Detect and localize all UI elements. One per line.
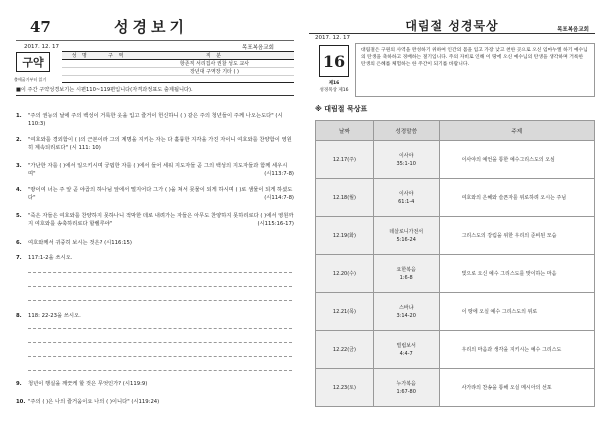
advent-introduction: 대림절은 구원의 사역을 완성하기 위하여 인간의 몸을 입고 가장 낮고 천한 곳으로 오신 임마누엘 하기 예수님의 탄생을 축하하고 경배하는 절기입니다. 주의 자비로 인해 이 땅에 오신 예수님의 탄생을 생각하며 거룩한 탄생의 은혜를 체험하는 한 주간이 되기를 바랍니다. [355,43,595,97]
issue-number: 47 [30,18,51,36]
name-cell[interactable] [62,60,98,68]
district-cell[interactable] [98,68,134,76]
issue-number-caption: 제16 [328,81,340,86]
position-options[interactable]: 항존직 서리집사 권찰 성도 교사 [135,60,294,68]
scripture-passage [373,179,439,217]
scripture-header: 성경말씀 [373,121,439,141]
answer-line[interactable] [28,356,292,357]
scripture-reference: (시115:16-17) [257,221,294,227]
day-theme: 우리의 마음과 생각을 지키시는 예수 그리스도 [439,331,594,369]
day-date: 12.18(월) [316,179,374,217]
weekly-notice: ■이 주간 구약성경보기는 시편110~119편입니다(자격과정표도 출제됩니다). [16,86,294,96]
day-date: 12.17(주) [316,141,374,179]
question-text: "죽은 자들은 여호와를 찬양하지 못하나니 적막한 데로 내려가는 자들은 아무도 찬양하지 못하리로다 ( )에서 영원까지 여호와를 송축하리로다 할렐루야" [28,213,294,227]
day-date: 12.20(수) [316,255,374,293]
answer-line[interactable] [28,370,292,371]
answer-line[interactable] [28,328,292,329]
info-row [62,68,294,76]
name-header: 성 명 [62,52,98,60]
church-name: 목포복음교회 [557,27,589,33]
scripture-passage [373,217,439,255]
quiz-title: 성경보기 [114,18,188,36]
day-theme: 그리스도의 강림을 위한 우리의 준비된 모습 [439,217,594,255]
scripture-passage [373,331,439,369]
scripture-passage [373,141,439,179]
position-cell[interactable] [135,76,294,83]
section-subtitle: 출애굽기부터 읽기 [14,77,47,82]
calendar-row [316,293,595,331]
question [16,162,294,178]
advent-page [309,6,595,420]
calendar-row [316,255,595,293]
quiz-date: 2017. 12. 17 [24,44,59,50]
scripture-book: 이사야 [398,152,414,159]
district-cell[interactable] [98,60,134,68]
position-header: 직 분 [135,52,294,60]
advent-date: 2017. 12. 17 [315,35,350,41]
issue-number-subcaption: 성경묵상 제16 [319,88,349,93]
question [16,239,294,247]
day-date: 12.21(목) [316,293,374,331]
day-theme: 이사야의 예언을 통한 예수그리스도의 오심 [439,141,594,179]
question-text: 118: 22-23을 쓰시오. [28,313,81,319]
question [16,112,294,128]
section-label: 구약 [16,52,50,72]
question [16,398,294,406]
answer-line[interactable] [28,286,292,287]
member-info-table [62,51,294,83]
scripture-reference: (시114:7-8) [264,195,294,201]
answer-line[interactable] [28,272,292,273]
question-number: 9. [16,381,22,387]
answer-line[interactable] [28,342,292,343]
scripture-verse: 1:67-80 [396,388,416,395]
day-theme: 사가랴의 찬송을 통해 오실 메시아의 선포 [439,369,594,407]
question [16,212,294,228]
question-number: 10. [16,399,26,405]
question-text: 청년이 행실을 깨끗케 할 것은 무엇인가? (시119:9) [28,381,148,387]
question [16,136,294,152]
advent-title: 대림절 성경묵상 [405,19,499,33]
header-divider [309,33,595,34]
quiz-page [8,6,294,420]
question-text: "땅이여 너는 주 앞 곧 야곱의 하나님 앞에서 떨지어다 그가 ( )을 쳐서 못물이 되게 하시며 ( )로 샘물이 되게 하셨도다" [28,187,293,201]
day-date: 12.22(금) [316,331,374,369]
question [16,186,294,202]
scripture-verse: 35:1-10 [396,160,416,167]
calendar-row [316,141,595,179]
question-number: 7. [16,255,22,261]
issue-number-box: 16 [319,45,349,77]
scripture-book: 요한복음 [396,266,416,273]
info-row [62,60,294,68]
day-date: 12.23(토) [316,369,374,407]
question-number: 5. [16,213,22,219]
calendar-row [316,217,595,255]
theme-header: 주제 [439,121,594,141]
question-text: "여호와를 경외함이 ( )의 근본이라 그의 계명을 지키는 자는 다 훌륭한 지각을 가진 자이니 여호와를 찬양함이 영원히 계속되리로다" (시 111: 10) [28,137,292,151]
info-row [62,76,294,83]
scripture-verse: 61:1-4 [398,198,415,205]
district-cell[interactable] [98,76,134,83]
question-text: 117:1-2을 쓰시오. [28,255,73,261]
question-text: "주의 권능의 날에 주의 백성이 거룩한 옷을 입고 즐거이 헌신하니 ( ) 같은 주의 청년들이 주께 나오는도다" (시110:3) [28,113,283,127]
day-theme: 빛으로 오신 예수 그리스도를 맞이하는 마음 [439,255,594,293]
question [16,312,294,320]
scripture-verse: 5:16-24 [396,236,416,243]
scripture-book: 스바냐 [398,304,414,311]
question-number: 1. [16,113,22,119]
day-theme: 이 땅에 오실 예수 그리스도의 위로 [439,293,594,331]
name-cell[interactable] [62,76,98,83]
day-theme: 여호와의 은혜와 슬픈자를 위로하려 오시는 주님 [439,179,594,217]
question-text: 여호와께서 귀중히 보시는 것은? (시116:15) [28,240,132,246]
scripture-verse: 4:4-7 [399,350,413,357]
calendar-row [316,369,595,407]
meditation-calendar [315,120,595,407]
scripture-book: 이사야 [398,190,414,197]
question-number: 8. [16,313,22,319]
scripture-verse: 1:6-8 [399,274,413,281]
scripture-passage [373,369,439,407]
church-name: 목포복음교회 [242,45,274,51]
scripture-verse: 3:14-20 [396,312,416,319]
scripture-passage [373,293,439,331]
scripture-book: 데살로니가전서 [389,228,424,235]
question-number: 4. [16,187,22,193]
scripture-reference: (시113:7-8) [264,171,294,177]
question-number: 6. [16,240,22,246]
question-number: 2. [16,137,22,143]
day-date: 12.19(화) [316,217,374,255]
question [16,254,294,262]
scripture-book: 빌립보서 [396,342,416,349]
calendar-section-title: ※ 대림절 묵상표 [315,105,368,113]
question-number: 3. [16,163,22,169]
name-cell[interactable] [62,68,98,76]
position-options[interactable]: 장년대 구역장 기타 ( ) [135,68,294,76]
answer-line[interactable] [28,300,292,301]
district-header: 구 역 [98,52,134,60]
question-text: "주의 ( )은 나의 즐거움이요 나의 ( )이니다" (시119:24) [28,399,160,405]
header-divider [16,40,294,41]
question-text: "가난한 자를 ( )에서 일으키시며 궁핍한 자를 ( )에서 들어 세워 지도자들 곧 그의 백성의 지도자들과 함께 세우시며" [28,163,288,177]
calendar-row [316,179,595,217]
question [16,380,294,388]
calendar-row [316,331,595,369]
scripture-book: 누가복음 [396,380,416,387]
date-header: 날짜 [316,121,374,141]
scripture-passage [373,255,439,293]
